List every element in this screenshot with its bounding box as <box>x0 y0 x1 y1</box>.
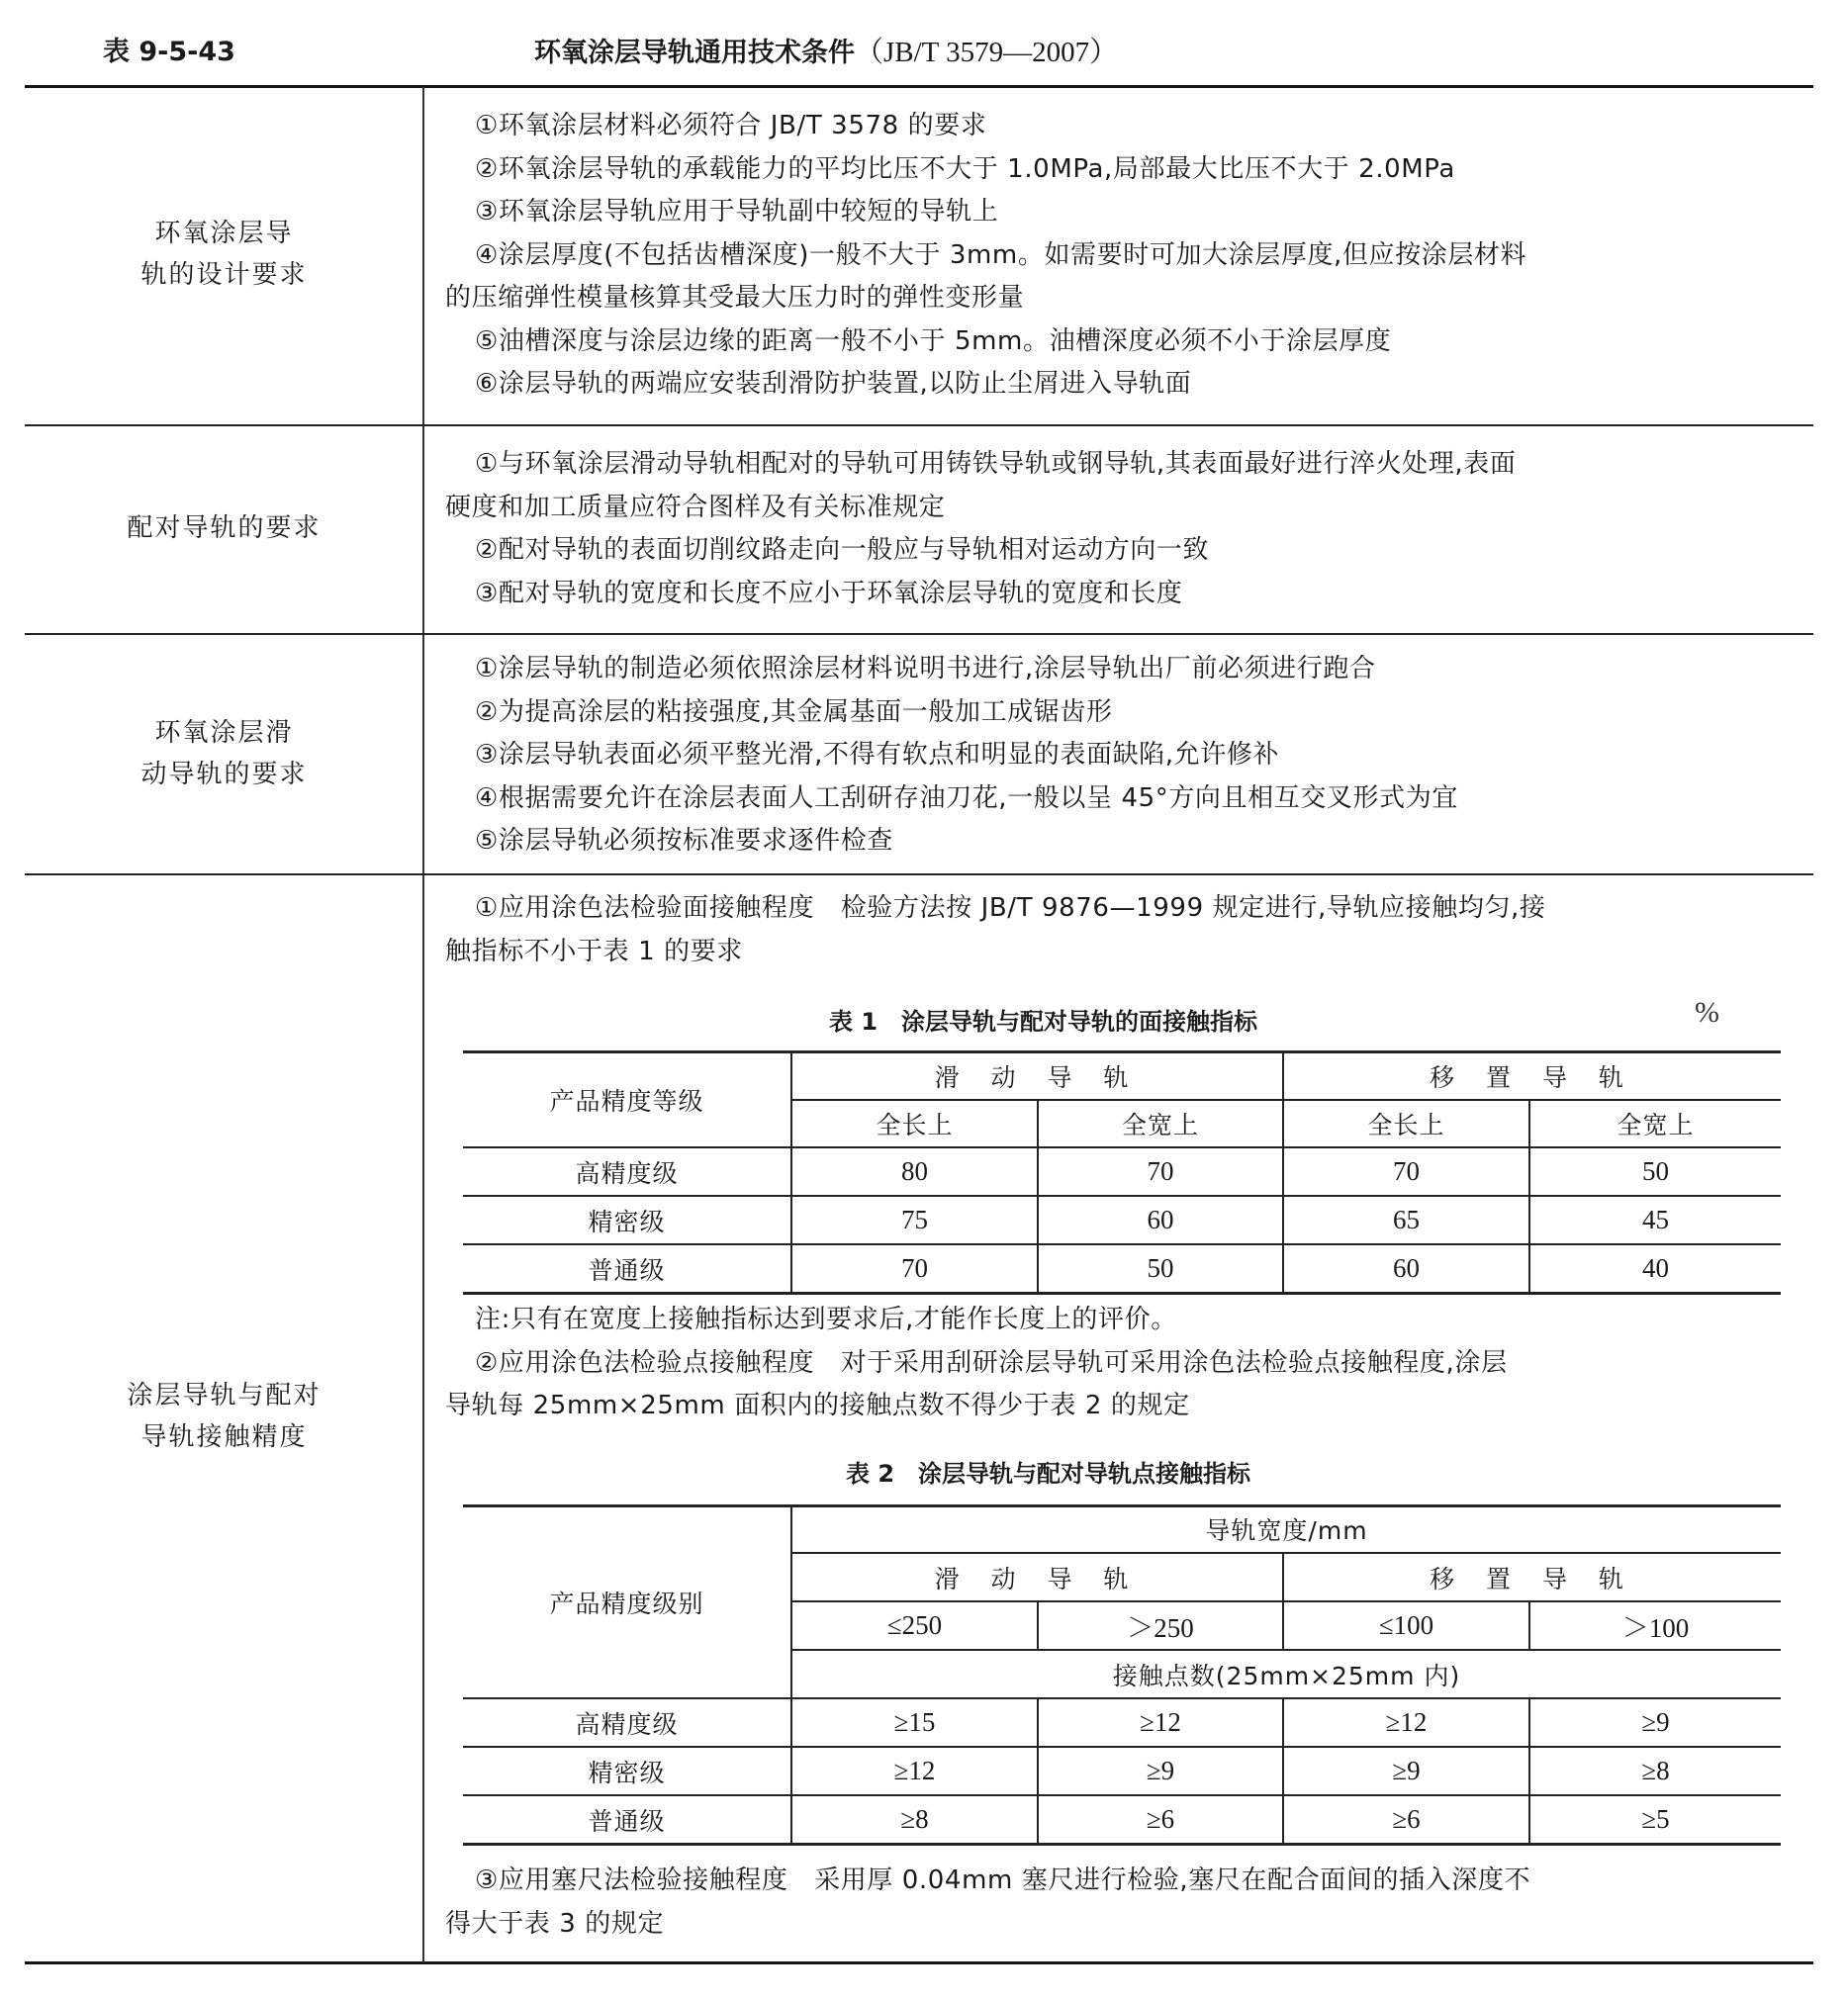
table2-cell: ≥9 <box>1146 1756 1175 1785</box>
table2-row-header: 产品精度级别 <box>549 1589 704 1618</box>
table1-subheader: 全宽上 <box>1617 1111 1695 1139</box>
title-text: 环氧涂层导轨通用技术条件 <box>534 38 855 68</box>
table1-grade: 高精度级 <box>575 1158 679 1188</box>
table2-cell: ≥5 <box>1641 1804 1670 1834</box>
table2-subheader: ≤100 <box>1378 1610 1434 1640</box>
table1-grade: 精密级 <box>588 1207 666 1236</box>
column-divider <box>422 87 424 1962</box>
table1-cell: 50 <box>1642 1156 1669 1186</box>
table2-count-header: 接触点数(25mm×25mm 内) <box>1112 1661 1461 1690</box>
table1-cell: 45 <box>1642 1205 1669 1234</box>
label-line: 轨的设计要求 <box>140 260 308 290</box>
table2-cell: ≥12 <box>1385 1707 1428 1737</box>
section-label-design <box>25 213 423 296</box>
text-line: ②配对导轨的表面切削纹路走向一般应与导轨相对运动方向一致 <box>475 535 1210 565</box>
text-line: ③配对导轨的宽度和长度不应小于环氧涂层导轨的宽度和长度 <box>475 578 1183 608</box>
table2-grade: 精密级 <box>588 1758 666 1787</box>
table1-cell: 60 <box>1393 1253 1420 1283</box>
table2-subheader: ＞100 <box>1621 1613 1690 1643</box>
section-content-mating <box>445 443 1791 615</box>
label-line: 环氧涂层导 <box>154 219 294 248</box>
table1-bottom-rule <box>463 1292 1781 1295</box>
table2-cell: ≥12 <box>1140 1707 1181 1737</box>
table2-cell: ≥6 <box>1392 1804 1421 1834</box>
row-divider-2 <box>25 633 1813 635</box>
section-label-mating <box>25 507 423 549</box>
table2-subheader: ＞250 <box>1127 1613 1194 1643</box>
text-line: ③应用塞尺法检验接触程度 采用厚 0.04mm 塞尺进行检验,塞尺在配合面间的插入深度不 <box>475 1865 1531 1895</box>
table1-note: 注:只有在宽度上接触指标达到要求后,才能作长度上的评价。 <box>475 1305 1177 1334</box>
text-line: ⑤油槽深度与涂层边缘的距离一般不小于 5mm。油槽深度必须不小于涂层厚度 <box>475 325 1392 356</box>
table2-cell: ≥15 <box>893 1707 936 1737</box>
title-standard: （JB/T 3579—2007） <box>855 37 1119 68</box>
table1-caption: 表 1 涂层导轨与配对导轨的面接触指标 <box>829 1008 1258 1036</box>
text-line: ①应用涂色法检验面接触程度 检验方法按 JB/T 9876—1999 规定进行,导轨应接触均匀,接 <box>475 893 1546 923</box>
label-line: 涂层导轨与配对 <box>127 1381 322 1410</box>
text-line: ②环氧涂层导轨的承载能力的平均比压不大于 1.0MPa,局部最大比压不大于 2.0MPa <box>475 153 1455 184</box>
table2-grade: 高精度级 <box>575 1709 679 1739</box>
text-line: ④根据需要允许在涂层表面人工刮研存油刀花,一般以呈 45°方向且相互交叉形式为宜 <box>475 782 1458 813</box>
table2-cell: ≥9 <box>1641 1707 1670 1737</box>
row-divider-3 <box>25 873 1813 875</box>
text-line: ②应用涂色法检验点接触程度 对于采用刮研涂层导轨可采用涂色法检验点接触程度,涂层 <box>475 1347 1508 1378</box>
label-line: 导轨接触精度 <box>140 1422 308 1452</box>
text-line: ⑤涂层导轨必须按标准要求逐件检查 <box>475 826 893 856</box>
text-line: 硬度和加工质量应符合图样及有关标准规定 <box>445 492 946 522</box>
contact-method3 <box>445 1860 1791 1946</box>
section-content-design <box>445 105 1791 407</box>
label-line: 环氧涂层滑 <box>154 718 294 748</box>
text-line: ④涂层厚度(不包括齿槽深度)一般不大于 3mm。如需要时可加大涂层厚度,但应按涂层材料 <box>475 239 1527 270</box>
table2-cell: ≥12 <box>893 1756 936 1785</box>
section-content-sliding <box>445 648 1791 864</box>
contact-intro <box>445 887 1791 973</box>
table2-cell: ≥9 <box>1392 1756 1421 1785</box>
section-label-sliding <box>25 712 423 795</box>
row-divider-1 <box>25 424 1813 426</box>
text-line: 导轨每 25mm×25mm 面积内的接触点数不得少于表 2 的规定 <box>445 1391 1190 1420</box>
table1-group-header: 移 置 导 轨 <box>1430 1062 1635 1092</box>
text-line: ③环氧涂层导轨应用于导轨副中较短的导轨上 <box>475 197 999 227</box>
text-line: ③涂层导轨表面必须平整光滑,不得有软点和明显的表面缺陷,允许修补 <box>475 740 1280 770</box>
table1-row-header: 产品精度等级 <box>549 1086 704 1116</box>
text-line: ②为提高涂层的粘接强度,其金属基面一般加工成锯齿形 <box>475 696 1113 727</box>
table1-unit: % <box>1695 996 1719 1029</box>
table1-cell: 70 <box>901 1253 928 1283</box>
table2-bottom-rule <box>463 1843 1781 1846</box>
table1-group-header: 滑 动 导 轨 <box>934 1062 1141 1092</box>
text-line: ①与环氧涂层滑动导轨相配对的导轨可用铸铁导轨或钢导轨,其表面最好进行淬火处理,表面 <box>475 449 1517 479</box>
table1-cell: 60 <box>1147 1205 1174 1234</box>
label-line: 动导轨的要求 <box>140 760 308 789</box>
table1-cell: 75 <box>901 1205 928 1234</box>
table1-cell: 70 <box>1393 1156 1420 1186</box>
table2-group-header: 滑 动 导 轨 <box>934 1564 1141 1593</box>
table1-cell: 50 <box>1147 1253 1174 1283</box>
text-line: 得大于表 3 的规定 <box>445 1908 665 1939</box>
text-line: ①涂层导轨的制造必须依照涂层材料说明书进行,涂层导轨出厂前必须进行跑合 <box>475 654 1376 683</box>
text-line: 触指标不小于表 1 的要求 <box>445 936 743 966</box>
text-line: ①环氧涂层材料必须符合 JB/T 3578 的要求 <box>475 111 987 140</box>
table1-note-and-method2 <box>445 1299 1791 1428</box>
table2-subheader: ≤250 <box>886 1610 943 1640</box>
text-line: 的压缩弹性模量核算其受最大压力时的弹性变形量 <box>445 283 1025 313</box>
table2-cell: ≥8 <box>900 1804 929 1834</box>
text-line: ⑥涂层导轨的两端应安装刮滑防护装置,以防止尘屑进入导轨面 <box>475 369 1192 399</box>
table2-cell: ≥8 <box>1641 1756 1670 1785</box>
table1-subheader: 全宽上 <box>1121 1111 1199 1139</box>
top-rule <box>25 85 1813 88</box>
bottom-rule <box>25 1961 1813 1964</box>
section-label-contact <box>25 1375 423 1458</box>
table2-group-header: 移 置 导 轨 <box>1430 1564 1635 1593</box>
table-number: 表 9-5-43 <box>103 37 235 67</box>
table2-caption: 表 2 涂层导轨与配对导轨点接触指标 <box>846 1460 1251 1488</box>
table1-grade: 普通级 <box>588 1255 666 1285</box>
table1-subheader: 全长上 <box>1367 1111 1445 1139</box>
label-line: 配对导轨的要求 <box>127 513 322 543</box>
table2-top-header: 导轨宽度/mm <box>1205 1516 1368 1545</box>
table1-subheader: 全长上 <box>876 1111 954 1139</box>
table1-cell: 65 <box>1393 1205 1420 1234</box>
page-title <box>534 30 1118 70</box>
table1-cell: 40 <box>1642 1253 1669 1283</box>
table1-cell: 80 <box>901 1156 928 1186</box>
table2-grade: 普通级 <box>588 1806 666 1836</box>
table2-cell: ≥6 <box>1146 1804 1175 1834</box>
table1-cell: 70 <box>1147 1156 1174 1186</box>
